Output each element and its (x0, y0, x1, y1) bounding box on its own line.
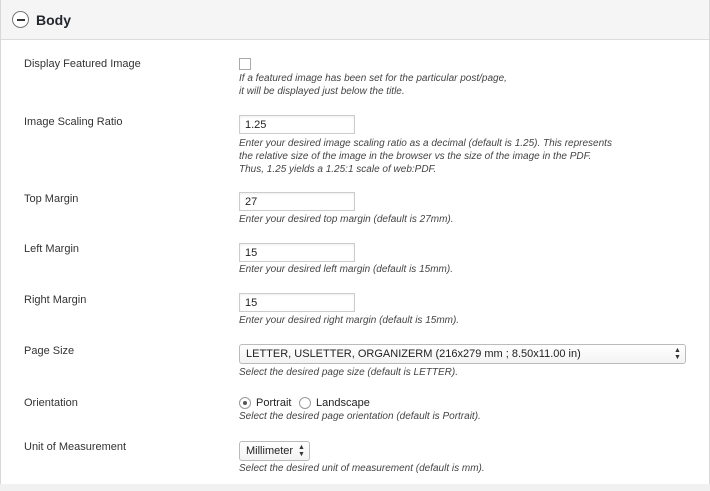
page-size-label: Page Size (24, 345, 75, 357)
panel-title: Body (36, 12, 71, 28)
right-margin-description: Enter your desired right margin (default is 15mm). (239, 315, 460, 326)
left-margin-description: Enter your desired left margin (default is 15mm). (239, 264, 453, 275)
landscape-radio-label[interactable]: Landscape (316, 397, 370, 409)
top-margin-label: Top Margin (24, 193, 79, 205)
unit-label: Unit of Measurement (24, 441, 127, 453)
featured-image-checkbox[interactable] (239, 58, 251, 70)
select-arrows-icon: ▲ ▼ (298, 444, 305, 458)
left-margin-input[interactable] (239, 243, 355, 262)
unit-selected-value: Millimeter (246, 445, 294, 457)
landscape-radio[interactable] (299, 397, 311, 409)
right-margin-input[interactable] (239, 293, 355, 312)
left-margin-label: Left Margin (24, 243, 80, 255)
portrait-radio[interactable] (239, 397, 251, 409)
page-size-select[interactable] (239, 344, 686, 364)
unit-description: Select the desired unit of measurement (default is mm). (239, 463, 485, 474)
page-size-description: Select the desired page size (default is LETTER). (239, 367, 458, 378)
top-margin-input[interactable] (239, 192, 355, 211)
orientation-label: Orientation (24, 397, 78, 409)
scaling-ratio-label: Image Scaling Ratio (24, 116, 123, 128)
panel-bottom-edge (0, 484, 710, 491)
scaling-ratio-description: Enter your desired image scaling ratio as a decimal (default is 1.25). This represents the relative size of the image in the browser vs the size of the image in the PDF. Thus, 1.25 yields a 1.25:1 scale of web:PDF. (239, 138, 612, 175)
orientation-description: Select the desired page orientation (default is Portrait). (239, 411, 481, 422)
page-size-selected-value: LETTER, USLETTER, ORGANIZERM (216x279 mm ; 8.50x11.00 in) (246, 348, 581, 360)
scaling-ratio-input[interactable] (239, 115, 355, 134)
portrait-radio-label[interactable]: Portrait (256, 397, 292, 409)
collapse-toggle-icon[interactable] (12, 11, 29, 28)
top-margin-description: Enter your desired top margin (default is 27mm). (239, 214, 454, 225)
select-arrows-icon: ▲ ▼ (674, 347, 681, 361)
panel-header[interactable] (1, 0, 709, 40)
right-margin-label: Right Margin (24, 294, 87, 306)
unit-select[interactable] (239, 441, 310, 461)
featured-image-description: If a featured image has been set for the particular post/page, it will be displayed just below the title. (239, 73, 507, 97)
featured-image-label: Display Featured Image (24, 58, 141, 70)
